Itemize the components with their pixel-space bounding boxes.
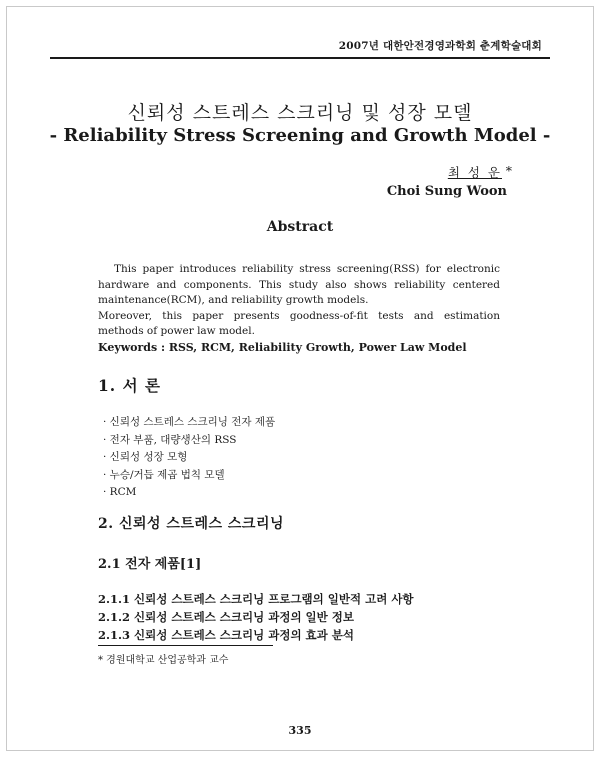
bullet-item: · 신뢰성 스트레스 스크리닝 전자 제품 [103, 416, 276, 428]
abstract-paragraph-2: Moreover, this paper presents goodness-of-fit tests and estimation methods of power law model. [98, 309, 500, 337]
footnote-rule [98, 645, 273, 646]
author-affiliation-footnote: * 경원대학교 산업공학과 교수 [98, 655, 229, 666]
author-english: Choi Sung Woon [386, 184, 507, 199]
section-1-heading: 1. 서 론 [98, 376, 161, 395]
subsection-heading: 2.1.1 신뢰성 스트레스 스크리닝 프로그램의 일반적 고려 사항 [98, 592, 414, 606]
abstract-paragraph-1: This paper introduces reliability stress screening(RSS) for electronic hardware and components. This study also shows reliability centered maintenance(RCM), and reliability growth models. [98, 263, 500, 306]
bullet-item: · 누승/거듭 제곱 법칙 모델 [103, 468, 225, 481]
section-1-bullet-list [103, 414, 275, 502]
title-english: - Reliability Stress Screening and Growth Model - [49, 125, 551, 146]
section-2-1-heading: 2.1 전자 제품[1] [98, 557, 202, 572]
abstract-heading: Abstract [266, 219, 334, 235]
subsection-heading: 2.1.3 신뢰성 스트레스 스크리닝 과정의 효과 분석 [98, 628, 354, 642]
subsection-heading: 2.1.2 신뢰성 스트레스 스크리닝 과정의 일반 정보 [98, 610, 354, 624]
title-korean: 신뢰성 스트레스 스크리닝 및 성장 모델 [127, 102, 473, 124]
section-2-1-subsection-list [98, 590, 414, 644]
conference-header: 2007년 대한안전경영과학회 춘계학술대회 [338, 40, 542, 52]
keywords: Keywords : RSS, RCM, Reliability Growth, Power Law Model [98, 341, 467, 354]
page-number: 335 [288, 724, 312, 737]
bullet-item: · 전자 부품, 대량생산의 RSS [103, 433, 237, 446]
author-footnote-mark: * [505, 163, 512, 178]
author-korean: 최 성 운 [447, 165, 502, 180]
section-2-heading: 2. 신뢰성 스트레스 스크리닝 [98, 516, 285, 532]
header-rule [50, 57, 550, 59]
bullet-item: · 신뢰성 성장 모형 [103, 451, 188, 463]
bullet-item: · RCM [103, 486, 137, 498]
abstract-body [98, 262, 500, 340]
